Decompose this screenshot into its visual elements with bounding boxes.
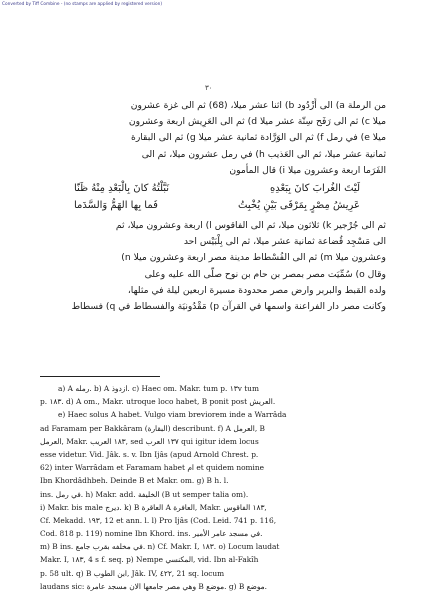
footnotes bbox=[40, 382, 385, 593]
arabic-line: ميلا c) ثم الى رَفَح سِتّة عشر ميلا d) ثم الى العَرِيش اربعة وعشرون bbox=[128, 116, 386, 128]
footnote-line: Cod. 818 p. 119) nomine Ibn Khord. ins. في مسجد عامر الأمير. bbox=[40, 529, 263, 539]
footnote-line: Makr. I, ١٨٣, 4 s f. seq. p) Nempe المكنسي, vid. Ibn al-Fakîh bbox=[40, 555, 259, 565]
arabic-main-text bbox=[48, 98, 386, 315]
arabic-line: الى مَسْجِد قُضاعة ثمانية عشر ميلا، ثم الى بِلْبَيْس احد bbox=[183, 236, 386, 248]
footnote-divider bbox=[40, 376, 160, 377]
verse-line bbox=[48, 198, 386, 215]
page-number: ٣٠ bbox=[205, 84, 213, 92]
arabic-line: ثمانية عشر ميلا، ثم الى العَذيب h) في رمل عشرون ميلا، ثم الى bbox=[141, 148, 386, 160]
footnote-line: a) A رمله. b) A ازدوذ. c) Haec om. Makr. tum p. ١٣v tum bbox=[58, 384, 259, 393]
verse-hemistich: عَرِيشُ مِصْرٍ بِمَرْفَى بَيْنِ يُخْبِتُ bbox=[238, 199, 360, 211]
footnote-line: laudans sic: وهي مصر جامعها الان مسجد عامرة B موضع. g) B موضع. bbox=[40, 581, 267, 591]
converter-banner: Converted by Tiff Combine - (no stamps are applied by registered version) bbox=[2, 2, 163, 7]
poem-verse bbox=[48, 181, 386, 215]
footnote-line: i) Makr. bis male ديرج. k) B العاقرة A العافرة, Makr. ١٨٣ الفاقوس, bbox=[40, 502, 267, 512]
arabic-line: وقال o) سُمِّيَت مصر بمصر بن حام بن نوح صلّى الله عليه وعلى bbox=[144, 268, 386, 280]
footnote-line: Cf. Mekadd. ١٩٣, 12 et ann. l. l) Pro Ijâs (Cod. Leid. 741 p. 116, bbox=[40, 515, 277, 525]
verse-hemistich: فَما بِها الهَمُّ وَالسَّدَما bbox=[74, 199, 158, 211]
footnote-line: 62) inter Warrâdam et Faramam habet ام et quidem nomine bbox=[40, 463, 265, 473]
footnote-line: esse videtur. Vid. Jâk. s. v. Ibn Ijâs (apud Arnold Chrest. p. bbox=[40, 449, 259, 459]
footnote-line: p. 58 ult. q) B ابن الطوب, Jâk. IV, ٤٢٢, 21 sq. locum bbox=[40, 568, 225, 578]
verse-line bbox=[48, 181, 386, 198]
arabic-line: ميلا e) في رمل f) ثم الى الوَرَّادة ثمانية عشر ميلا g) ثم الى البقارة bbox=[131, 132, 386, 144]
footnote-line: ad Faramam per Bakkâram (البقارة) describunt. f) A العرمل, B bbox=[40, 423, 265, 433]
arabic-line: وكانت مصر دار الفراعنة واسمها في القرآن p) مَقْدُونيَة والفسطاط في q) فسطاط bbox=[71, 300, 386, 312]
verse-hemistich: نَبَّلْتُهُ كانَ بِالْبَعْدِ مِنْهُ ظَنّا bbox=[74, 182, 170, 194]
arabic-line: ولده القبط والبربر وارض مصر محدودة مسيرة اربعين ليلة في مثلها، bbox=[127, 284, 386, 296]
arabic-line: وعشرون ميلا m) ثم الى الفُسْطاط مدينة مصر اربعة وعشرون ميلا n) bbox=[121, 252, 386, 264]
arabic-line: الفَرَما اربعة وعشرون ميلا i) قال المأمون bbox=[229, 164, 386, 176]
arabic-line: ثم الى جُرْجير k) ثلاثون ميلا، ثم الى الفاقوس l) اربعة وعشرون ميلا، ثم bbox=[115, 219, 386, 231]
footnote-line: m) B ins. في مخلفه بقرب جامع. n) Cf. Makr. I, ١٨٣. o) Locum laudat bbox=[40, 542, 280, 552]
footnote-line: e) Haec solus A habet. Vulgo viam breviorem inde a Warrâda bbox=[58, 410, 287, 420]
verse-hemistich: لَيْتَ الغُرابَ كانَ بِبَعْدِهِ bbox=[269, 182, 360, 194]
arabic-line: من الرملة a) الى أَزْدُود b) اثنا عشر ميلا، (68) ثم الى غزة عشرون bbox=[130, 100, 386, 111]
footnote-line: p. ١٨٣. d) A om., Makr. utroque loco habet, B ponit post العريش. bbox=[40, 397, 276, 407]
footnote-line: ins. في رمل. h) Makr. add. الخليفة (B ut semper talia om). bbox=[40, 489, 249, 499]
footnote-line: العرمل, Makr. ١٨٣ العريب, sed ١٣٧ العرب qui igitur idem locus bbox=[40, 436, 259, 446]
footnote-line: Ibn Khordâdhbeh. Deinde B et Makr. om. g) B h. l. bbox=[40, 476, 229, 486]
